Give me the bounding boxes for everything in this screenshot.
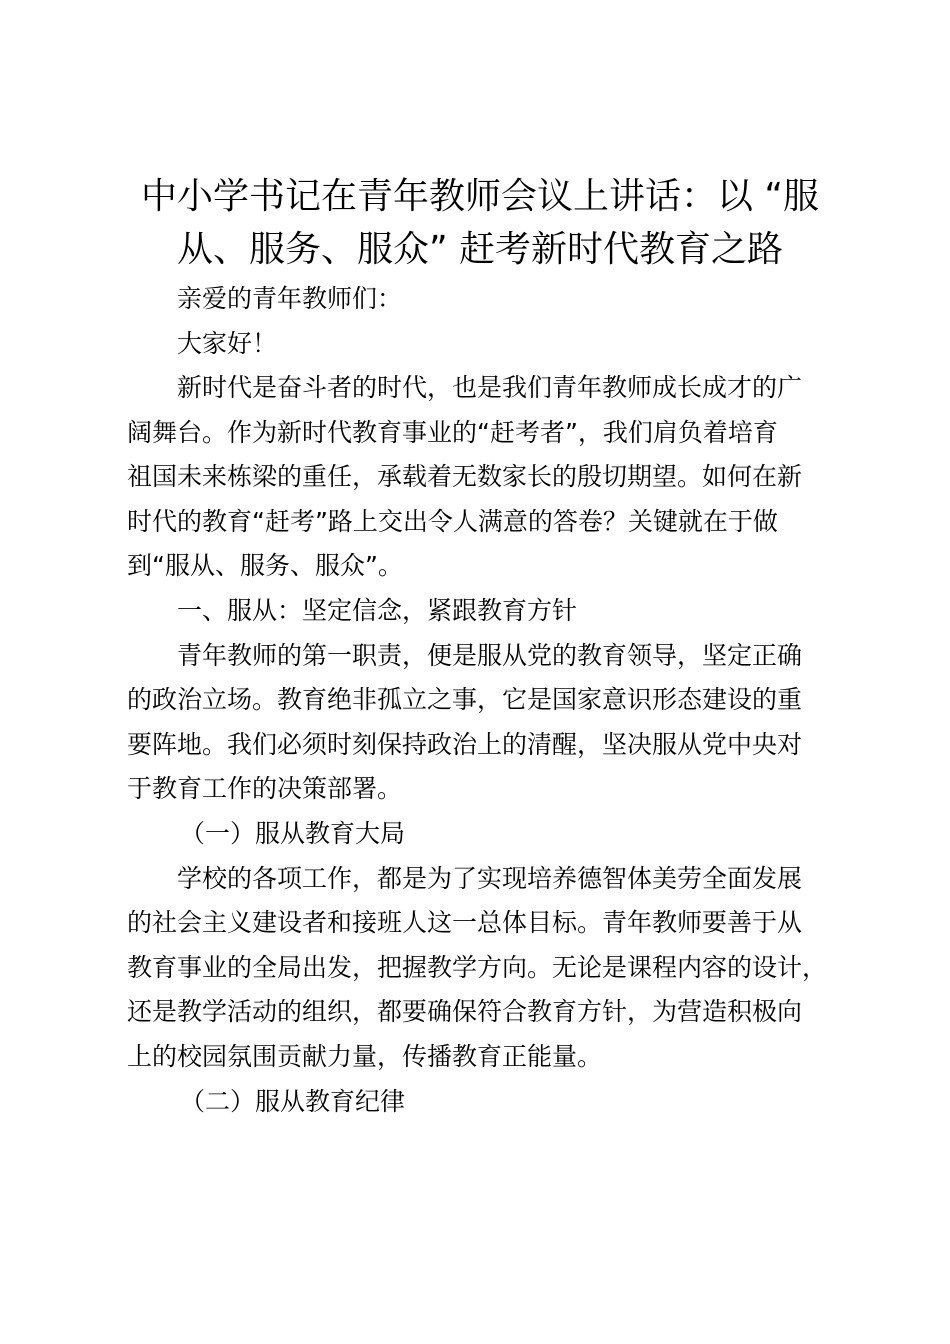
section-1-line-1: 青年教师的第一职责，便是服从党的教育领导，坚定正确 <box>177 641 803 670</box>
subsection-1-line-1: 学校的各项工作，都是为了实现培养德智体美劳全面发展 <box>177 864 803 893</box>
subsection-1-heading: （一）服从教育大局 <box>180 819 406 848</box>
intro-line-5: 到“服从、服务、服众”。 <box>127 551 403 580</box>
subsection-1-line-5: 上的校园氛围贡献力量，传播教育正能量。 <box>127 1042 603 1071</box>
subsection-1-line-2: 的社会主义建设者和接班人这一总体目标。青年教师要善于从 <box>127 908 803 937</box>
salutation: 亲爱的青年教师们： <box>177 284 403 313</box>
title-line-1: 中小学书记在青年教师会议上讲话：以 “服 <box>140 176 820 217</box>
greeting: 大家好！ <box>177 329 278 358</box>
intro-line-4: 时代的教育“赶考”路上交出令人满意的答卷？关键就在于做 <box>127 507 778 536</box>
document-title <box>125 170 835 276</box>
section-1-line-4: 于教育工作的决策部署。 <box>127 774 403 803</box>
section-1-line-2: 的政治立场。教育绝非孤立之事，它是国家意识形态建设的重 <box>127 685 803 714</box>
section-1-heading: 一、服从：坚定信念，紧跟教育方针 <box>177 596 578 625</box>
title-line-2: 从、服务、服众” 赶考新时代教育之路 <box>176 229 784 270</box>
section-1-line-3: 要阵地。我们必须时刻保持政治上的清醒，坚决服从党中央对 <box>127 730 803 759</box>
subsection-1-line-3: 教育事业的全局出发，把握教学方向。无论是课程内容的设计， <box>127 953 828 982</box>
intro-line-2: 阔舞台。作为新时代教育事业的“赶考者”，我们肩负着培育 <box>127 418 778 447</box>
subsection-1-line-4: 还是教学活动的组织，都要确保符合教育方针，为营造积极向 <box>127 997 803 1026</box>
intro-line-3: 祖国未来栋梁的重任，承载着无数家长的殷切期望。如何在新 <box>127 462 803 491</box>
subsection-2-heading: （二）服从教育纪律 <box>180 1087 406 1116</box>
intro-line-1: 新时代是奋斗者的时代，也是我们青年教师成长成才的广 <box>177 373 803 402</box>
